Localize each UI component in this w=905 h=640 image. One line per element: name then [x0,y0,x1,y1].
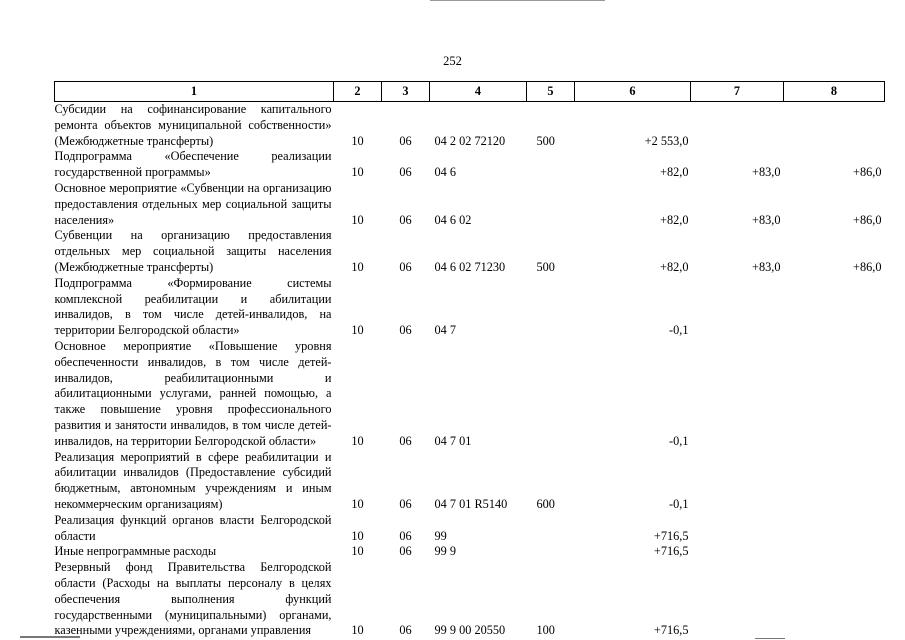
amount-col7: +83,0 [752,212,781,227]
column-header: 8 [784,82,885,102]
expense-type-code [527,276,575,339]
budget-table [54,81,885,639]
column-header: 7 [691,82,784,102]
subsection-code: 06 [399,433,412,448]
target-article-code: 99 9 00 20550 [434,623,506,638]
target-article-code: 04 6 [434,165,457,180]
expense-type-code [527,339,575,450]
row-description: Реализация функций органов власти Белгородской области [54,512,332,543]
table-row [55,149,885,181]
amount-col8 [784,339,885,450]
expense-type-code [527,513,575,545]
amount-col7 [691,102,784,150]
amount-col6: +82,0 [660,165,689,180]
amount-col7 [691,276,784,339]
target-article-code: 04 6 02 [434,212,472,227]
amount-col8: +86,0 [853,212,882,227]
row-description: Основное мероприятие «Повышение уровня обеспеченности инвалидов, в том числе детей-инвалидов, реабилитационными и абилитационными услугами, ранней помощью, а также повышение уровня профессионального развития и занятости инвалидов, в том числе детей-инвалидов, на территории Белгородской области» [54,338,332,448]
subsection-code: 06 [399,165,412,180]
amount-col7 [691,544,784,560]
scan-edge-line [430,0,605,1]
column-header: 2 [334,82,382,102]
target-article-code: 04 7 [434,323,457,338]
page-number: 252 [443,54,462,68]
row-description: Подпрограмма «Обеспечение реализации государственной программы» [54,149,332,180]
amount-col6: -0,1 [669,496,689,511]
expense-type-code [527,181,575,228]
expense-type-code: 500 [536,259,555,274]
subsection-code: 06 [399,259,412,274]
table-header-row [55,82,885,102]
section-code: 10 [351,323,364,338]
amount-col7 [691,560,784,639]
section-code: 10 [351,544,364,559]
subsection-code: 06 [399,133,412,148]
amount-col6: +2 553,0 [644,133,689,148]
target-article-code: 04 7 01 [434,433,472,448]
row-description: Реализация мероприятий в сфере реабилитации и абилитации инвалидов (Предоставление субсидий бюджетным, автономным учреждениям и иным некоммерческим организациям) [54,449,332,511]
column-header: 4 [430,82,527,102]
table-row [55,102,885,150]
amount-col7 [691,339,784,450]
subsection-code: 06 [399,496,412,511]
amount-col8: +86,0 [853,165,882,180]
target-article-code: 04 2 02 72120 [434,133,506,148]
row-description: Основное мероприятие «Субвенции на организацию предоставления отдельных мер социальной защиты населения» [54,180,332,227]
section-code: 10 [351,133,364,148]
amount-col8: +86,0 [853,259,882,274]
column-header: 3 [382,82,430,102]
target-article-code: 04 6 02 71230 [434,259,506,274]
table-row [55,544,885,560]
target-article-code: 99 9 [434,544,457,559]
amount-col6: +716,5 [653,623,689,638]
amount-col7: +83,0 [752,165,781,180]
amount-col8 [784,102,885,150]
subsection-code: 06 [399,528,412,543]
row-description: Подпрограмма «Формирование системы комплексной реабилитации и абилитации инвалидов, в том числе детей-инвалидов, на территории Белгородской области» [54,275,332,338]
subsection-code: 06 [399,323,412,338]
row-description: Иные непрограммные расходы [54,544,217,559]
expense-type-code [527,544,575,560]
column-header: 1 [55,82,334,102]
row-description: Резервный фонд Правительства Белгородской области (Расходы на выплаты персоналу в целях обеспечения выполнения функций государственными (муниципальными) органами, казенными учреждениями, органами управления [54,560,332,638]
table-row [55,560,885,639]
column-header: 6 [575,82,691,102]
section-code: 10 [351,165,364,180]
amount-col8 [784,560,885,639]
table-row [55,450,885,513]
section-code: 10 [351,528,364,543]
amount-col6: -0,1 [669,433,689,448]
table-row [55,513,885,545]
expense-type-code: 500 [536,133,555,148]
amount-col6: +82,0 [660,259,689,274]
row-description: Субсидии на софинансирование капитального ремонта объектов муниципальной собственности» (Межбюджетные трансферты) [54,102,332,148]
column-header: 5 [527,82,575,102]
table-row [55,228,885,275]
expense-type-code: 600 [536,496,555,511]
table-row [55,181,885,228]
amount-col6: +82,0 [660,212,689,227]
section-code: 10 [351,433,364,448]
table-row [55,339,885,450]
amount-col8 [784,276,885,339]
amount-col6: +716,5 [653,528,689,543]
table-row [55,276,885,339]
amount-col8 [784,544,885,560]
expense-type-code [527,149,575,181]
amount-col6: -0,1 [669,323,689,338]
amount-col8 [784,450,885,513]
section-code: 10 [351,212,364,227]
target-article-code: 04 7 01 R5140 [434,496,508,511]
subsection-code: 06 [399,544,412,559]
target-article-code: 99 [434,528,447,543]
row-description: Субвенции на организацию предоставления отдельных мер социальной защиты населения (Межбюджетные трансферты) [54,228,332,274]
amount-col6: +716,5 [653,544,689,559]
amount-col7: +83,0 [752,259,781,274]
subsection-code: 06 [399,623,412,638]
section-code: 10 [351,623,364,638]
section-code: 10 [351,496,364,511]
section-code: 10 [351,259,364,274]
subsection-code: 06 [399,212,412,227]
amount-col7 [691,450,784,513]
expense-type-code: 100 [536,623,555,638]
amount-col8 [784,513,885,545]
amount-col7 [691,513,784,545]
